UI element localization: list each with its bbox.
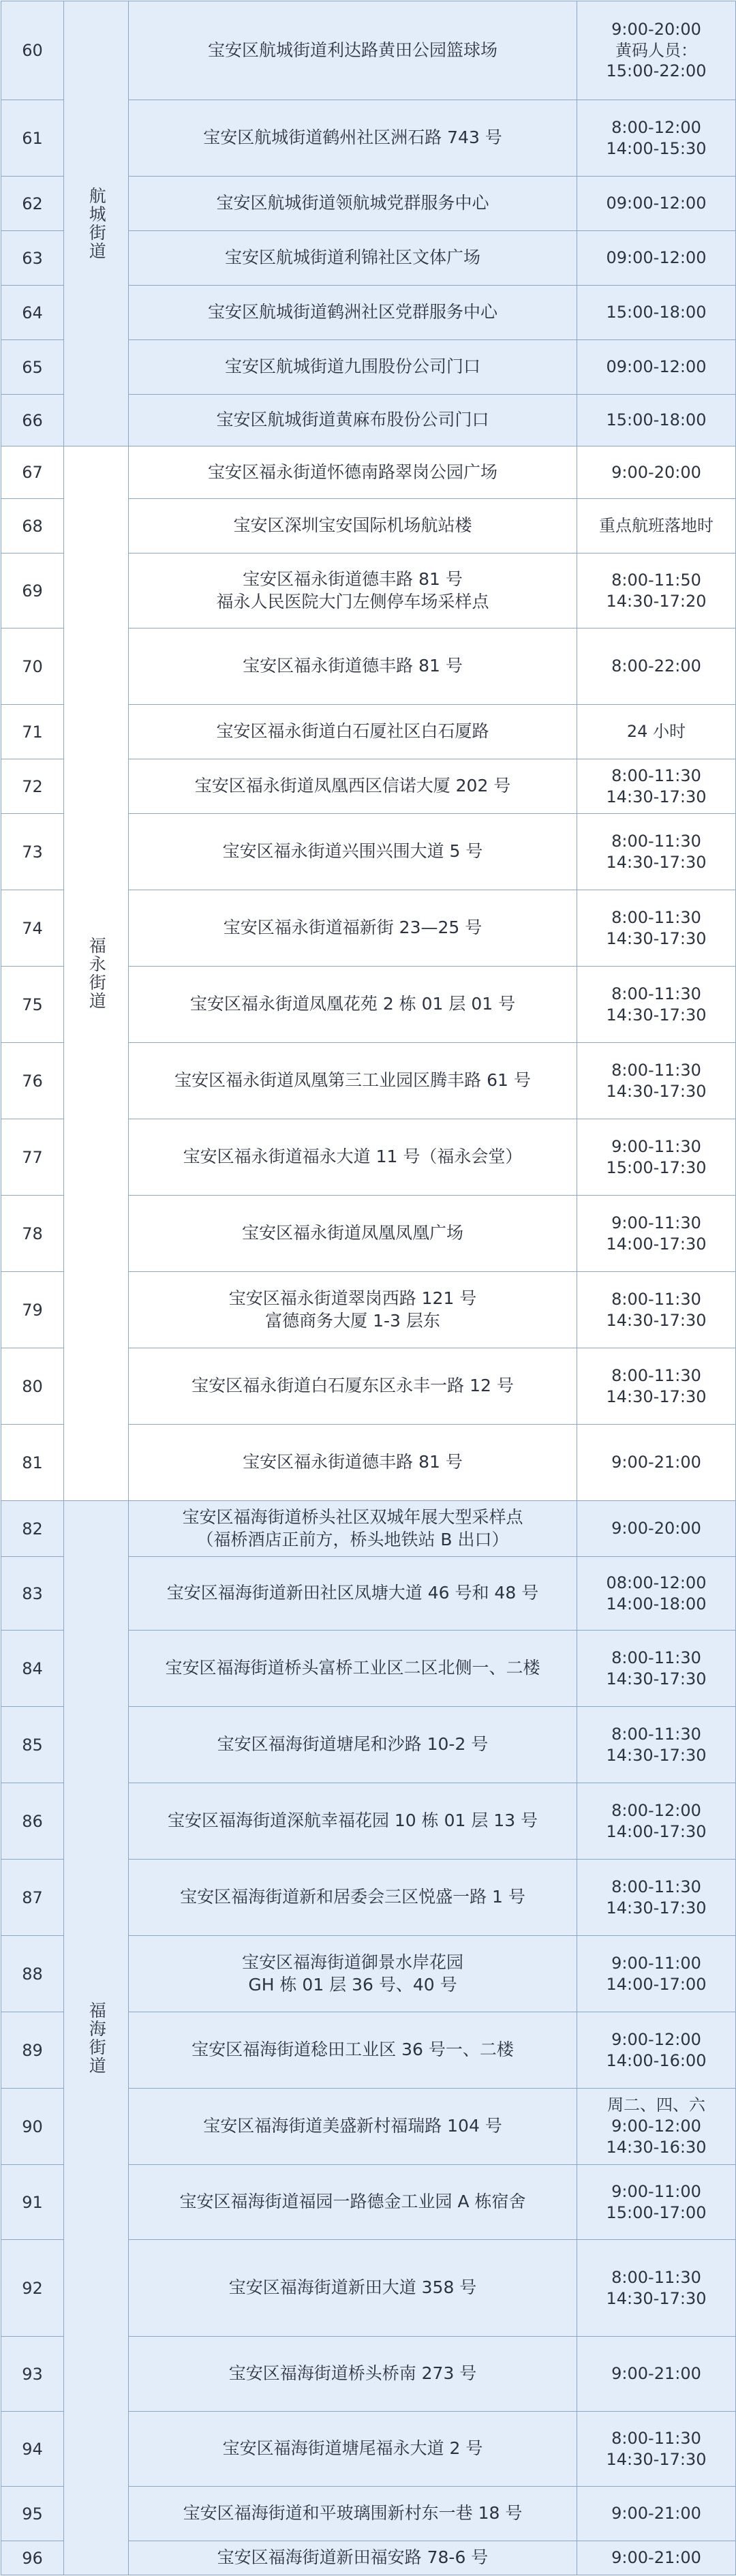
opening-hours: 08:00-12:00 14:00-18:00 <box>577 1556 736 1631</box>
row-number: 96 <box>1 2541 64 2575</box>
site-address: 宝安区福海街道御景水岸花园 GH 栋 01 层 36 号、40 号 <box>128 1935 577 2012</box>
site-address: 宝安区深圳宝安国际机场航站楼 <box>128 498 577 554</box>
row-number: 60 <box>1 1 64 100</box>
opening-hours: 8:00-22:00 <box>577 628 736 705</box>
opening-hours: 9:00-11:00 15:00-17:00 <box>577 2164 736 2240</box>
row-number: 80 <box>1 1348 64 1425</box>
site-address: 宝安区航城街道黄麻布股份公司门口 <box>128 394 577 446</box>
site-address: 宝安区航城街道领航城党群服务中心 <box>128 176 577 231</box>
opening-hours: 9:00-12:00 14:00-16:00 <box>577 2012 736 2089</box>
site-address: 宝安区福永街道怀德南路翠岗公园广场 <box>128 446 577 499</box>
opening-hours: 09:00-12:00 <box>577 339 736 395</box>
row-number: 77 <box>1 1119 64 1196</box>
site-address: 宝安区福海街道福园一路德金工业园 A 栋宿舍 <box>128 2164 577 2240</box>
site-address: 宝安区福永街道德丰路 81 号 <box>128 628 577 705</box>
site-address: 宝安区福海街道桥头富桥工业区二区北侧一、二楼 <box>128 1630 577 1707</box>
site-address: 宝安区航城街道鹤洲社区党群服务中心 <box>128 285 577 340</box>
opening-hours: 9:00-11:30 15:00-17:30 <box>577 1119 736 1196</box>
row-number: 66 <box>1 394 64 446</box>
row-number: 75 <box>1 966 64 1043</box>
opening-hours: 周二、四、六 9:00-12:00 14:30-16:30 <box>577 2088 736 2165</box>
district-label: 福海街道 <box>63 1500 129 2575</box>
site-address: 宝安区福永街道翠岗西路 121 号 富德商务大厦 1-3 层东 <box>128 1271 577 1348</box>
opening-hours: 9:00-21:00 <box>577 2541 736 2575</box>
opening-hours: 8:00-11:30 14:30-17:30 <box>577 1706 736 1783</box>
opening-hours: 09:00-12:00 <box>577 230 736 286</box>
opening-hours: 15:00-18:00 <box>577 285 736 340</box>
site-address: 宝安区福海街道美盛新村福瑞路 104 号 <box>128 2088 577 2165</box>
opening-hours: 24 小时 <box>577 704 736 759</box>
site-address: 宝安区福海街道深航幸福花园 10 栋 01 层 13 号 <box>128 1783 577 1860</box>
row-number: 93 <box>1 2336 64 2412</box>
site-address: 宝安区航城街道利锦社区文体广场 <box>128 230 577 286</box>
row-number: 64 <box>1 285 64 340</box>
row-number: 92 <box>1 2239 64 2337</box>
site-address: 宝安区福永街道德丰路 81 号 <box>128 1424 577 1501</box>
site-address: 宝安区福永街道凤凰凤凰广场 <box>128 1195 577 1272</box>
site-address: 宝安区福永街道凤凰花苑 2 栋 01 层 01 号 <box>128 966 577 1043</box>
row-number: 85 <box>1 1706 64 1783</box>
site-address: 宝安区福永街道凤凰西区信诺大厦 202 号 <box>128 759 577 814</box>
site-address: 宝安区福海街道塘尾和沙路 10-2 号 <box>128 1706 577 1783</box>
row-number: 81 <box>1 1424 64 1501</box>
row-number: 61 <box>1 100 64 177</box>
site-address: 宝安区福海街道桥头桥南 273 号 <box>128 2336 577 2412</box>
row-number: 72 <box>1 759 64 814</box>
site-address: 宝安区福永街道兴围兴围大道 5 号 <box>128 813 577 890</box>
opening-hours: 8:00-11:30 14:30-17:30 <box>577 966 736 1043</box>
site-address: 宝安区福永街道福新街 23—25 号 <box>128 890 577 967</box>
opening-hours: 8:00-11:30 14:30-17:30 <box>577 1348 736 1425</box>
site-address: 宝安区福海街道桥头社区双城年展大型采样点 （福桥酒店正前方，桥头地铁站 B 出口） <box>128 1500 577 1557</box>
opening-hours: 9:00-21:00 <box>577 2486 736 2541</box>
row-number: 68 <box>1 498 64 554</box>
site-address: 宝安区福海街道和平玻璃围新村东一巷 18 号 <box>128 2486 577 2541</box>
opening-hours: 8:00-11:30 14:30-17:30 <box>577 2239 736 2337</box>
opening-hours: 8:00-11:50 14:30-17:20 <box>577 553 736 628</box>
opening-hours: 9:00-21:00 <box>577 2336 736 2412</box>
testing-site-table <box>1 1 735 2575</box>
opening-hours: 9:00-20:00 <box>577 446 736 499</box>
opening-hours: 8:00-12:00 14:00-17:30 <box>577 1783 736 1860</box>
opening-hours: 8:00-11:30 14:30-17:30 <box>577 759 736 814</box>
row-number: 78 <box>1 1195 64 1272</box>
site-address: 宝安区福海街道新和居委会三区悦盛一路 1 号 <box>128 1859 577 1936</box>
opening-hours: 8:00-11:30 14:30-17:30 <box>577 1271 736 1348</box>
opening-hours: 8:00-12:00 14:00-15:30 <box>577 100 736 177</box>
opening-hours: 09:00-12:00 <box>577 176 736 231</box>
site-address: 宝安区福海街道新田福安路 78-6 号 <box>128 2541 577 2575</box>
site-address: 宝安区福永街道白石厦社区白石厦路 <box>128 704 577 759</box>
opening-hours: 重点航班落地时 <box>577 498 736 554</box>
row-number: 65 <box>1 339 64 395</box>
site-address: 宝安区航城街道九围股份公司门口 <box>128 339 577 395</box>
opening-hours: 8:00-11:30 14:30-17:30 <box>577 2411 736 2487</box>
row-number: 71 <box>1 704 64 759</box>
opening-hours: 8:00-11:30 14:30-17:30 <box>577 813 736 890</box>
row-number: 73 <box>1 813 64 890</box>
site-address: 宝安区航城街道鹤州社区洲石路 743 号 <box>128 100 577 177</box>
site-address: 宝安区福海街道新田社区凤塘大道 46 号和 48 号 <box>128 1556 577 1631</box>
opening-hours: 9:00-20:00 黄码人员： 15:00-22:00 <box>577 1 736 100</box>
site-address: 宝安区航城街道利达路黄田公园篮球场 <box>128 1 577 100</box>
row-number: 82 <box>1 1500 64 1557</box>
opening-hours: 9:00-11:00 14:00-17:00 <box>577 1935 736 2012</box>
opening-hours: 8:00-11:30 14:30-17:30 <box>577 890 736 967</box>
row-number: 63 <box>1 230 64 286</box>
row-number: 74 <box>1 890 64 967</box>
opening-hours: 8:00-11:30 14:30-17:30 <box>577 1042 736 1119</box>
row-number: 95 <box>1 2486 64 2541</box>
district-label: 福永街道 <box>63 446 129 1501</box>
district-label: 航城街道 <box>63 1 129 446</box>
row-number: 89 <box>1 2012 64 2089</box>
row-number: 87 <box>1 1859 64 1936</box>
row-number: 90 <box>1 2088 64 2165</box>
site-address: 宝安区福永街道德丰路 81 号 福永人民医院大门左侧停车场采样点 <box>128 553 577 628</box>
row-number: 94 <box>1 2411 64 2487</box>
row-number: 84 <box>1 1630 64 1707</box>
opening-hours: 8:00-11:30 14:30-17:30 <box>577 1859 736 1936</box>
site-address: 宝安区福永街道凤凰第三工业园区腾丰路 61 号 <box>128 1042 577 1119</box>
opening-hours: 8:00-11:30 14:30-17:30 <box>577 1630 736 1707</box>
site-address: 宝安区福海街道塘尾福永大道 2 号 <box>128 2411 577 2487</box>
row-number: 79 <box>1 1271 64 1348</box>
site-address: 宝安区福海街道新田大道 358 号 <box>128 2239 577 2337</box>
site-address: 宝安区福永街道福永大道 11 号（福永会堂） <box>128 1119 577 1196</box>
row-number: 76 <box>1 1042 64 1119</box>
row-number: 69 <box>1 553 64 628</box>
row-number: 62 <box>1 176 64 231</box>
row-number: 70 <box>1 628 64 705</box>
site-address: 宝安区福永街道白石厦东区永丰一路 12 号 <box>128 1348 577 1425</box>
row-number: 86 <box>1 1783 64 1860</box>
opening-hours: 9:00-20:00 <box>577 1500 736 1557</box>
opening-hours: 15:00-18:00 <box>577 394 736 446</box>
site-address: 宝安区福海街道稔田工业区 36 号一、二楼 <box>128 2012 577 2089</box>
opening-hours: 9:00-21:00 <box>577 1424 736 1501</box>
row-number: 67 <box>1 446 64 499</box>
row-number: 91 <box>1 2164 64 2240</box>
row-number: 88 <box>1 1935 64 2012</box>
opening-hours: 9:00-11:30 14:00-17:30 <box>577 1195 736 1272</box>
row-number: 83 <box>1 1556 64 1631</box>
